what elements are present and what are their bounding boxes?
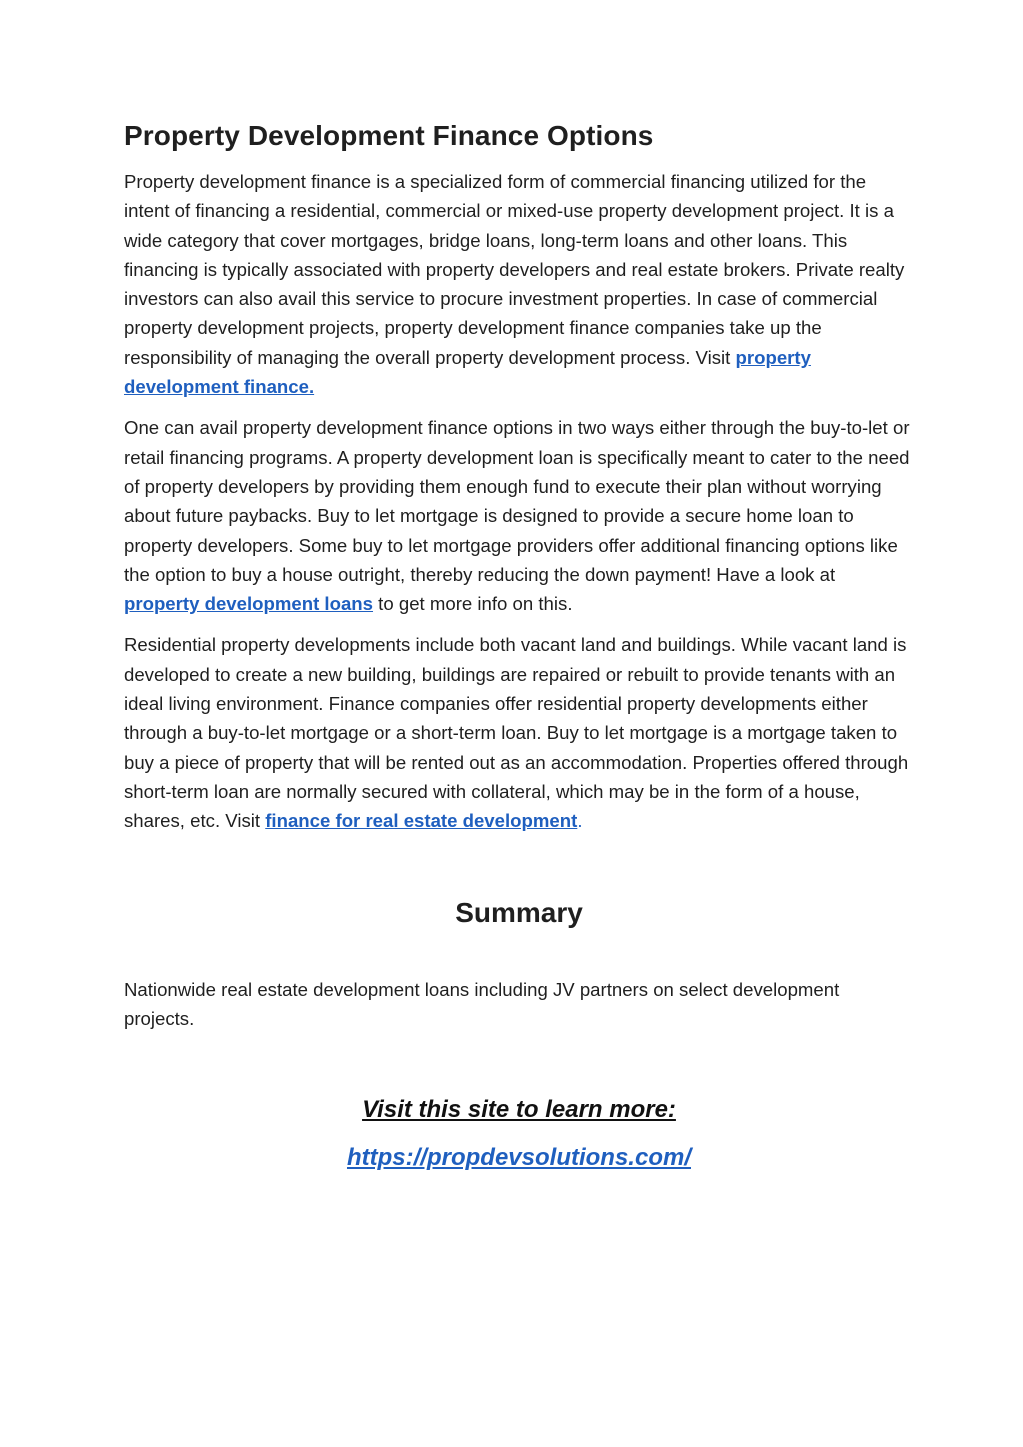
summary-heading: Summary <box>455 896 583 928</box>
paragraph-options-text-after: to get more info on this. <box>373 593 573 615</box>
cta-link-container <box>124 1144 914 1172</box>
property-development-loans-link[interactable]: property development loans <box>124 593 374 615</box>
paragraph-intro-text: Property development finance is a specialized form of commercial financing utilized for the intent of financing a residential, commercial or mixed-use property development project. It is a wide category that cover mortgages, bridge loans, long-term loans and other loans. This financing is typically associated with property developers and real estate brokers. Private realty investors can also avail this service to procure investment properties. In case of commercial property development projects, property development finance companies take up the responsibility of managing the overall property development process. Visit <box>124 171 905 368</box>
property-development-finance-link[interactable]: property development finance. <box>124 346 811 398</box>
paragraph-residential <box>124 630 914 835</box>
finance-for-real-estate-development-link[interactable]: finance for real estate development <box>265 810 578 832</box>
summary-text: Nationwide real estate development loans including JV partners on select development projects. <box>124 979 840 1030</box>
paragraph-options-text: One can avail property development finance options in two ways either through the buy-to-let or retail financing programs. A property development loan is specifically meant to cater to the need of property developers by providing them enough fund to execute their plan without worrying about future paybacks. Buy to let mortgage is designed to provide a secure home loan to property developers. Some buy to let mortgage providers offer additional financing options like the option to buy a house outright, thereby reducing the down payment! Have a look at <box>124 417 910 585</box>
document-page <box>124 118 914 1172</box>
paragraph-options <box>124 413 914 618</box>
paragraph-residential-text: Residential property developments include both vacant land and buildings. While vacant land is developed to create a new building, buildings are repaired or rebuilt to provide tenants with an ideal living environment. Finance companies offer residential property developments either through a buy-to-let mortgage or a short-term loan. Buy to let mortgage is a mortgage taken to buy a piece of property that will be rented out as an accommodation. Properties offered through short-term loan are normally secured with collateral, which may be in the form of a house, shares, etc. Visit <box>124 634 909 832</box>
paragraph-intro <box>124 167 914 401</box>
cta-heading: Visit this site to learn more: <box>362 1095 676 1123</box>
document-title: Property Development Finance Options <box>124 120 654 151</box>
propdevsolutions-link[interactable]: https://propdevsolutions.com/ <box>346 1143 691 1171</box>
paragraph-residential-text-after: . <box>577 810 583 832</box>
